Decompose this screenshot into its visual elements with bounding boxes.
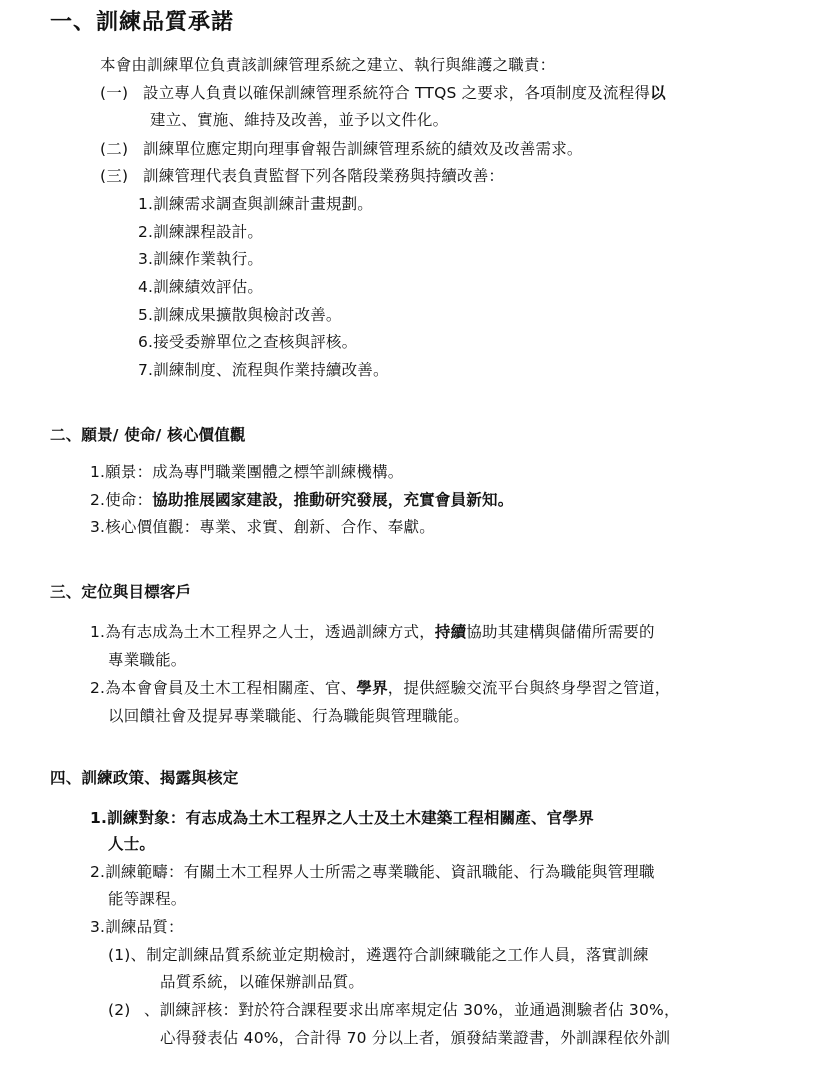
positioning-2-text-a: 2.為本會會員及土木工程相關產、官、 [90,679,357,697]
section-1-title: 一、訓練品質承諾 [50,10,235,35]
core-values-line: 3.核心價值觀：專業、求實、創新、合作、奉獻。 [90,518,435,536]
policy-3-label: 3.訓練品質： [90,918,184,936]
policy-2-line-2: 能等課程。 [108,890,187,908]
mission-text: 協助推展國家建設，推動研究發展，充實會員新知。 [152,491,514,509]
section-1-intro: 本會由訓練單位負責該訓練管理系統之建立、執行與維護之職責： [100,56,556,74]
positioning-2-line-1 [90,678,670,698]
section-3-title: 三、定位與目標客戶 [50,583,192,601]
positioning-1-text-a: 1.為有志成為土木工程界之人士，透過訓練方式， [90,623,435,641]
item-3-number: (三) [100,167,129,185]
policy-2-line-1: 2.訓練範疇：有關土木工程界人士所需之專業職能、資訊職能、行為職能與管理職 [90,863,655,881]
positioning-2-text-b: ，提供經驗交流平台與終身學習之管道， [387,679,671,697]
item-3-text: 訓練管理代表負責監督下列各階段業務與持續改善： [143,167,505,185]
mission-line [90,490,513,510]
sub-item-6: 6.接受委辦單位之查核與評核。 [138,333,358,351]
quality-2-number: (2) [108,1001,131,1019]
item-1-line-1 [143,83,666,103]
positioning-1-text-b: 協助其建構與儲備所需要的 [466,623,655,641]
item-1-bold: 以 [650,84,666,102]
quality-2-line-1: 、訓練評核：對於符合課程要求出席率規定佔 30%，並通過測驗者佔 30%， [144,1001,680,1019]
sub-item-1: 1.訓練需求調查與訓練計畫規劃。 [138,195,373,213]
vision-line: 1.願景：成為專門職業團體之標竿訓練機構。 [90,463,404,481]
sub-item-5: 5.訓練成果擴散與檢討改善。 [138,306,342,324]
sub-item-7: 7.訓練制度、流程與作業持續改善。 [138,361,389,379]
sub-item-3: 3.訓練作業執行。 [138,250,264,268]
item-1-number: (一) [100,84,129,102]
positioning-2-line-2: 以回饋社會及提昇專業職能、行為職能與管理職能。 [108,707,470,725]
mission-label: 2.使命： [90,491,153,509]
positioning-1-bold: 持續 [434,623,467,641]
item-1-line-2: 建立、實施、維持及改善，並予以文件化。 [150,111,449,129]
positioning-2-bold: 學界 [356,679,388,697]
item-1-text: 設立專人負責以確保訓練管理系統符合 TTQS 之要求，各項制度及流程得 [143,84,651,102]
quality-2-line-2: 心得發表佔 40%，合計得 70 分以上者，頒發結業證書，外訓課程依外訓 [160,1029,671,1047]
sub-item-2: 2.訓練課程設計。 [138,223,264,241]
section-2-title: 二、願景/ 使命/ 核心價值觀 [50,426,246,444]
item-2-text: 訓練單位應定期向理事會報告訓練管理系統的績效及改善需求。 [143,140,583,158]
positioning-1-line-2: 專業職能。 [108,651,187,669]
quality-1-line-2: 品質系統，以確保辦訓品質。 [160,973,365,991]
positioning-1-line-1 [90,622,655,642]
section-4-title: 四、訓練政策、揭露與核定 [50,769,239,787]
item-2-number: (二) [100,140,129,158]
sub-item-4: 4.訓練績效評估。 [138,278,264,296]
policy-1-line-1: 1.訓練對象：有志成為土木工程界之人士及土木建築工程相關產、官學界 [90,809,594,827]
quality-1-line-1: (1)、制定訓練品質系統並定期檢討，遴選符合訓練職能之工作人員，落實訓練 [108,946,649,964]
policy-1-line-2: 人士。 [108,835,156,853]
